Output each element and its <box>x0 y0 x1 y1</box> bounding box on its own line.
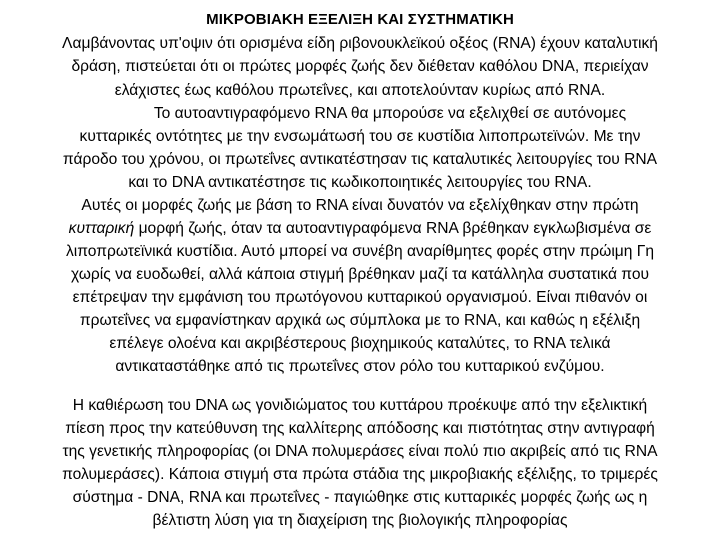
paragraph-3-line-2-rest: μορφή ζωής, όταν τα αυτοαντιγραφόμενα RNA βρέθηκαν εγκλωβισμένα σε <box>134 220 652 237</box>
paragraph-1-line-3: ελάχιστες έως καθόλου πρωτεΐνες, και αποτελούνταν κυρίως από RNA. <box>114 82 606 99</box>
paragraph-3-line-1: Αυτές οι μορφές ζωής με βάση το RNA είναι δυνατόν να εξελίχθηκαν στην πρώτη <box>81 197 639 214</box>
paragraph-2-line-1: Το αυτοαντιγραφόμενο RNA θα μπορούσε να εξελιχθεί σε αυτόνομες <box>153 105 627 122</box>
paragraph-3-line-2 <box>0 218 720 240</box>
paragraph-2-line-4: και το DNA αντικατέστησε τις κωδικοποιητικές λειτουργίες του RNA. <box>128 174 592 191</box>
paragraph-4-line-6: βέλτιστη λύση για τη διαχείριση της βιολογικής πληροφορίας <box>152 512 568 529</box>
paragraph-4-line-5: σύστημα - DNA, RNA και πρωτεΐνες - παγιώθηκε στις κυτταρικές μορφές ζωής ως η <box>72 489 648 506</box>
paragraph-3-line-3: λιποπρωτεϊνικά κυστίδια. Αυτό μπορεί να συνέβη αναρίθμητες φορές στην πρώιμη Γη <box>65 243 655 260</box>
italic-word: κυτταρική <box>68 220 135 237</box>
paragraph-2-line-2: κυτταρικές οντότητες με την ενσωμάτωσή του σε κυστίδια λιποπρωτεϊνών. Με την <box>79 128 641 145</box>
paragraph-3-line-7: επέλεγε ολοένα και ακριβέστερους βιοχημικούς καταλύτες, το RNA τελικά <box>109 335 611 352</box>
paragraph-3-line-6: πρωτεΐνες να εμφανίστηκαν αρχικά ως σύμπλοκα με το RNA, και καθώς η εξέλιξη <box>79 312 641 329</box>
paragraph-1-line-2: δράση, πιστεύεται ότι οι πρώτες μορφές ζωής δεν διέθεταν καθόλου DNA, περιείχαν <box>71 58 649 75</box>
paragraph-4-line-4: πολυμεράσες). Κάποια στιγμή στα πρώτα στάδια της μικροβιακής εξέλιξης, το τριμερές <box>62 466 658 483</box>
paragraph-4-line-1: Η καθιέρωση του DNA ως γονιδιώματος του κυττάρου προέκυψε από την εξελικτική <box>72 397 648 414</box>
document-title: ΜΙΚΡΟΒΙΑΚΗ ΕΞΕΛΙΞΗ ΚΑΙ ΣΥΣΤΗΜΑΤΙΚΗ <box>206 11 514 28</box>
paragraph-4-line-3: της γενετικής πληροφορίας (οι DNA πολυμεράσες είναι πολύ πιο ακριβείς από τις RNA <box>62 443 658 460</box>
paragraph-3-line-4: χωρίς να ευοδωθεί, αλλά κάποια στιγμή βρέθηκαν μαζί τα κατάλληλα συστατικά που <box>70 266 650 283</box>
paragraph-3-line-5: επέτρεψαν την εμφάνιση του πρωτόγονου κυτταρικού οργανισμού. Είναι πιθανόν οι <box>72 289 648 306</box>
paragraph-4-line-2: πίεση προς την κατεύθυνση της καλλίτερης απόδοσης και πιστότητας στην αντιγραφή <box>65 420 655 437</box>
paragraph-1-line-1: Λαμβάνοντας υπ'οψιν ότι ορισμένα είδη ριβονουκλεϊκού οξέος (RNA) έχουν καταλυτική <box>62 35 658 52</box>
paragraph-2-line-3: πάροδο του χρόνου, οι πρωτεΐνες αντικατέστησαν τις καταλυτικές λειτουργίες του RNA <box>62 151 658 168</box>
paragraph-3-line-8: αντικαταστάθηκε από τις πρωτεΐνες στον ρόλο του κυτταρικού ενζύμου. <box>115 358 605 375</box>
